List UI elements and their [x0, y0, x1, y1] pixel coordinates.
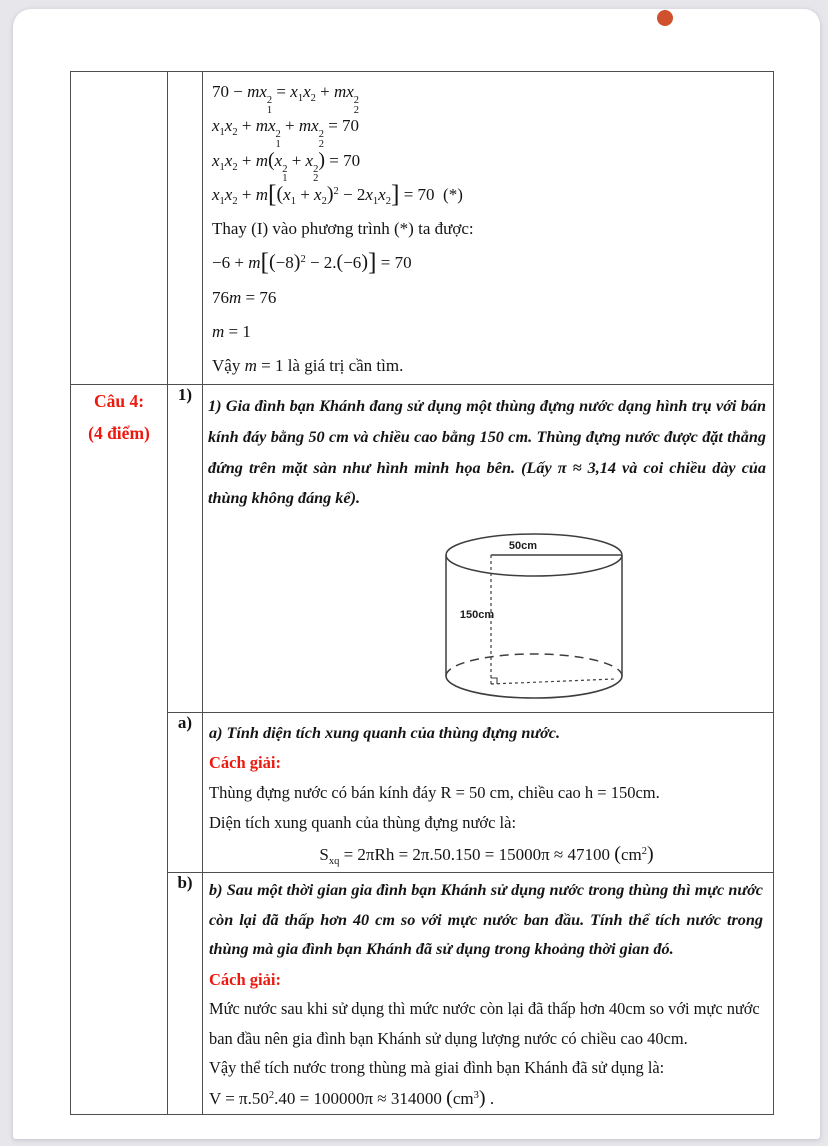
- orange-dot-icon: [657, 10, 673, 26]
- partb-content-cell: [203, 873, 774, 1115]
- math-line: $x_1x_2 + m[(x_1 + x_2)^2 - 2x_1x_2] = 70$ (*): [212, 178, 463, 208]
- text-line: Thay (I) vào phương trình (*) ta được:: [212, 219, 474, 239]
- volume-formula: $V = \pi.50^2.40 = 100000\pi \approx 314000$ $(cm^3)$ .: [209, 1086, 495, 1109]
- math-line: m = 1: [212, 322, 251, 342]
- cylinder-drawing: [437, 521, 637, 707]
- right-angle-mark: [491, 678, 497, 684]
- radius-label: 50cm: [508, 540, 538, 553]
- parta-label-cell: [168, 713, 203, 873]
- solution-heading: Cách giải:: [209, 753, 281, 773]
- prev-solution-block: [203, 72, 773, 384]
- partb-label-cell: [168, 873, 203, 1115]
- solution-heading: Cách giải:: [209, 969, 281, 989]
- part1-label: 1): [177, 385, 193, 404]
- table-row-parta: [71, 713, 774, 873]
- math-line: 76m = 76: [212, 287, 277, 307]
- partb-statement: b) Sau một thời gian gia đình bạn Khánh sử dụng nước trong thùng thì mực nước còn lại đã thấp hơn 40 cm so với mực nước ban đầu. Tính thể tích nước trong thùng mà gia đình bạn Khánh đã sử dụng trong khoảng thời gian đó.: [209, 881, 763, 959]
- part1-content-cell: [203, 385, 774, 713]
- empty-cell: [71, 72, 168, 385]
- math-line: $x_1x_2 + m(x$ 2 1 + x 2 2 ) = 70: [212, 148, 361, 185]
- parta-content-cell: [203, 713, 774, 873]
- part1-statement: 1) Gia đình bạn Khánh đang sử dụng một thùng đựng nước dạng hình trụ với bán kính đáy bằng 50 cm và chiều cao bằng 150 cm. Thùng đựng nước được đặt thẳng đứng trên mặt sàn như hình minh họa bên. (Lấy π ≈ 3,14 và coi chiều dày của thùng không đáng kể).: [208, 397, 766, 508]
- solution-line: Diện tích xung quanh của thùng đựng nước là:: [209, 813, 517, 833]
- part1-label-cell: [168, 385, 203, 713]
- surface-area-formula: $S_{xq} = 2\pi Rh = 2\pi.50.150 = 15000\pi \approx 47100$ $(cm^2)$: [319, 843, 654, 868]
- cylinder-figure: [437, 521, 766, 712]
- partb-label: b): [177, 873, 193, 893]
- conclusion-line: Vậy m = 1 là giá trị cần tìm.: [212, 356, 404, 376]
- height-label: 150cm: [459, 609, 495, 622]
- parta-statement: a) Tính diện tích xung quanh của thùng đựng nước.: [209, 724, 561, 743]
- solution-line: Vậy thể tích nước trong thùng mà giai đình bạn Khánh đã sử dụng là:: [209, 1058, 665, 1078]
- empty-cell: [168, 72, 203, 385]
- table-row-partb: [71, 873, 774, 1115]
- question-number: Câu 4:: [93, 391, 145, 411]
- bottom-ellipse-hidden-arc: [446, 654, 622, 676]
- parta-label: a): [177, 713, 193, 733]
- math-line: $x_1x_2$ + mx 2 1 + mx 2 2 = 70: [212, 116, 360, 150]
- question-label-cell: [71, 385, 168, 1115]
- math-line: 70 − mx 2 1 = $x_1x_2$ + mx 2 2: [212, 82, 360, 116]
- prev-solution-cell: [203, 72, 774, 385]
- table-row-prev: [71, 72, 774, 385]
- question-points: (4 điểm): [88, 423, 150, 443]
- solution-table: [70, 71, 774, 1115]
- table-row-part1: [71, 385, 774, 713]
- bottom-radius-dashed-line: [491, 679, 615, 684]
- math-line: $-6 + m[(-8)^2 - 2.(-6)] = 70$: [212, 247, 412, 277]
- solution-line: Mức nước sau khi sử dụng thì mức nước còn lại đã thấp hơn 40cm so với mực nước ban đầu nên gia đình bạn Khánh sử dụng lượng nước có chiều cao 40cm.: [209, 999, 760, 1048]
- solution-line: Thùng đựng nước có bán kính đáy R = 50 cm, chiều cao h = 150cm.: [209, 783, 660, 803]
